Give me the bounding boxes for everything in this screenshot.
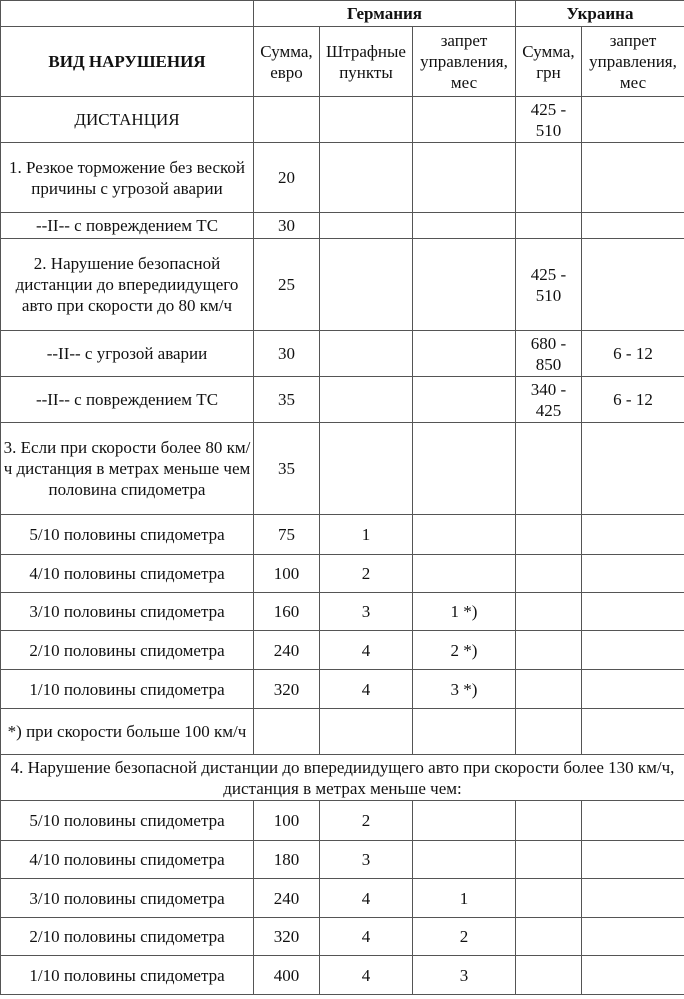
ua-ban-cell xyxy=(582,841,684,879)
ua-sum-cell xyxy=(516,879,582,918)
de-ban-cell: 2 xyxy=(413,918,516,956)
violation-cell: 1/10 половины спидометра xyxy=(1,956,254,995)
ua-ban-header: запрет управления, мес xyxy=(582,27,684,97)
de-sum-header: Сумма, евро xyxy=(254,27,320,97)
de-points-cell: 2 xyxy=(320,555,413,593)
de-sum-cell: 100 xyxy=(254,801,320,841)
table-row xyxy=(1,956,684,995)
section-distance-label: ДИСТАНЦИЯ xyxy=(1,97,254,143)
section-4-row xyxy=(1,755,684,801)
de-sum-cell: 160 xyxy=(254,593,320,631)
de-ban-cell xyxy=(413,841,516,879)
table-row xyxy=(1,331,684,377)
violation-cell: --II-- с угрозой аварии xyxy=(1,331,254,377)
section-distance-row xyxy=(1,97,684,143)
violation-cell: 4/10 половины спидометра xyxy=(1,555,254,593)
table-row xyxy=(1,555,684,593)
de-sum-cell: 35 xyxy=(254,423,320,515)
section-distance-ua-sum: 425 - 510 xyxy=(516,97,582,143)
table-row xyxy=(1,631,684,670)
violation-cell: --II-- с повреждением ТС xyxy=(1,377,254,423)
de-points-cell: 1 xyxy=(320,515,413,555)
de-sum-cell: 400 xyxy=(254,956,320,995)
ua-sum-cell xyxy=(516,555,582,593)
de-ban-cell: 3 *) xyxy=(413,670,516,709)
de-sum-cell: 240 xyxy=(254,879,320,918)
de-sum-cell: 30 xyxy=(254,331,320,377)
violation-cell: 1/10 половины спидометра xyxy=(1,670,254,709)
ua-sum-cell xyxy=(516,956,582,995)
de-points-cell: 4 xyxy=(320,956,413,995)
de-points-cell: 3 xyxy=(320,841,413,879)
violation-cell: 2. Нарушение безопасной дистанции до впередиидущего авто при скорости до 80 км/ч xyxy=(1,239,254,331)
de-ban-cell xyxy=(413,801,516,841)
table-row xyxy=(1,593,684,631)
de-ban-cell xyxy=(413,143,516,213)
de-ban-cell: 1 xyxy=(413,879,516,918)
ua-sum-cell: 425 - 510 xyxy=(516,239,582,331)
column-header-row xyxy=(1,27,684,97)
ua-sum-cell xyxy=(516,918,582,956)
ua-sum-header: Сумма, грн xyxy=(516,27,582,97)
de-sum-cell: 180 xyxy=(254,841,320,879)
table-row xyxy=(1,143,684,213)
de-points-cell xyxy=(320,709,413,755)
violation-cell: 5/10 половины спидометра xyxy=(1,801,254,841)
de-sum-cell: 240 xyxy=(254,631,320,670)
de-sum-cell xyxy=(254,709,320,755)
de-ban-cell xyxy=(413,239,516,331)
violation-cell: *) при скорости больше 100 км/ч xyxy=(1,709,254,755)
ua-sum-cell xyxy=(516,670,582,709)
ua-ban-cell xyxy=(582,555,684,593)
ua-sum-cell: 340 - 425 xyxy=(516,377,582,423)
ua-ban-cell xyxy=(582,143,684,213)
ua-ban-cell xyxy=(582,879,684,918)
de-points-cell: 4 xyxy=(320,670,413,709)
table-row xyxy=(1,213,684,239)
ua-sum-cell xyxy=(516,143,582,213)
de-ban-cell xyxy=(413,423,516,515)
de-points-cell: 2 xyxy=(320,801,413,841)
de-points-cell xyxy=(320,331,413,377)
ua-ban-cell xyxy=(582,423,684,515)
ua-sum-cell xyxy=(516,423,582,515)
section-4-text: 4. Нарушение безопасной дистанции до впередиидущего авто при скорости более 130 км/ч, дистанция в метрах меньше чем: xyxy=(1,755,684,801)
germany-header: Германия xyxy=(254,1,516,27)
violation-type-header: ВИД НАРУШЕНИЯ xyxy=(1,27,254,97)
ua-ban-cell xyxy=(582,515,684,555)
de-sum-cell: 25 xyxy=(254,239,320,331)
ua-sum-cell: 680 - 850 xyxy=(516,331,582,377)
country-header-row xyxy=(1,1,684,27)
de-ban-cell xyxy=(413,709,516,755)
table-row xyxy=(1,377,684,423)
de-sum-cell: 320 xyxy=(254,918,320,956)
table-row xyxy=(1,515,684,555)
de-sum-cell: 20 xyxy=(254,143,320,213)
table-row xyxy=(1,841,684,879)
de-ban-cell xyxy=(413,515,516,555)
violation-cell: 1. Резкое торможение без веской причины с угрозой аварии xyxy=(1,143,254,213)
violation-cell: 3/10 половины спидометра xyxy=(1,879,254,918)
de-sum-cell: 35 xyxy=(254,377,320,423)
ua-ban-cell xyxy=(582,213,684,239)
de-points-cell xyxy=(320,423,413,515)
violation-cell: --II-- с повреждением ТС xyxy=(1,213,254,239)
de-points-cell xyxy=(320,213,413,239)
ua-ban-cell xyxy=(582,239,684,331)
ua-ban-cell xyxy=(582,670,684,709)
violation-cell: 2/10 половины спидометра xyxy=(1,918,254,956)
de-ban-cell xyxy=(413,377,516,423)
de-sum-cell: 320 xyxy=(254,670,320,709)
ua-ban-cell xyxy=(582,918,684,956)
ua-ban-cell xyxy=(582,593,684,631)
ua-sum-cell xyxy=(516,801,582,841)
ua-ban-cell xyxy=(582,956,684,995)
ua-sum-cell xyxy=(516,709,582,755)
de-ban-cell: 3 xyxy=(413,956,516,995)
de-ban-header: запрет управления, мес xyxy=(413,27,516,97)
ua-sum-cell xyxy=(516,213,582,239)
ukraine-header: Украина xyxy=(516,1,684,27)
table-row xyxy=(1,709,684,755)
ua-sum-cell xyxy=(516,515,582,555)
ua-ban-cell xyxy=(582,631,684,670)
de-points-cell xyxy=(320,143,413,213)
ua-ban-cell: 6 - 12 xyxy=(582,331,684,377)
ua-sum-cell xyxy=(516,841,582,879)
ua-ban-cell: 6 - 12 xyxy=(582,377,684,423)
de-ban-cell xyxy=(413,331,516,377)
table-row xyxy=(1,239,684,331)
table-row xyxy=(1,918,684,956)
de-points-cell: 4 xyxy=(320,879,413,918)
ua-ban-cell xyxy=(582,709,684,755)
violation-cell: 2/10 половины спидометра xyxy=(1,631,254,670)
violation-cell: 3. Если при скорости более 80 км/ч дистанция в метрах меньше чем половина спидометра xyxy=(1,423,254,515)
de-points-cell xyxy=(320,377,413,423)
table-row xyxy=(1,670,684,709)
de-points-cell: 3 xyxy=(320,593,413,631)
violation-cell: 3/10 половины спидометра xyxy=(1,593,254,631)
de-sum-cell: 75 xyxy=(254,515,320,555)
violation-cell: 5/10 половины спидометра xyxy=(1,515,254,555)
ua-ban-cell xyxy=(582,801,684,841)
de-sum-cell: 100 xyxy=(254,555,320,593)
table-row xyxy=(1,879,684,918)
ua-sum-cell xyxy=(516,631,582,670)
de-ban-cell: 1 *) xyxy=(413,593,516,631)
de-points-cell: 4 xyxy=(320,631,413,670)
de-ban-cell xyxy=(413,213,516,239)
table-row xyxy=(1,801,684,841)
table-row xyxy=(1,423,684,515)
de-points-cell: 4 xyxy=(320,918,413,956)
corner-cell xyxy=(1,1,254,27)
de-ban-cell: 2 *) xyxy=(413,631,516,670)
violation-cell: 4/10 половины спидометра xyxy=(1,841,254,879)
de-sum-cell: 30 xyxy=(254,213,320,239)
de-ban-cell xyxy=(413,555,516,593)
ua-sum-cell xyxy=(516,593,582,631)
de-points-cell xyxy=(320,239,413,331)
de-points-header: Штрафные пункты xyxy=(320,27,413,97)
